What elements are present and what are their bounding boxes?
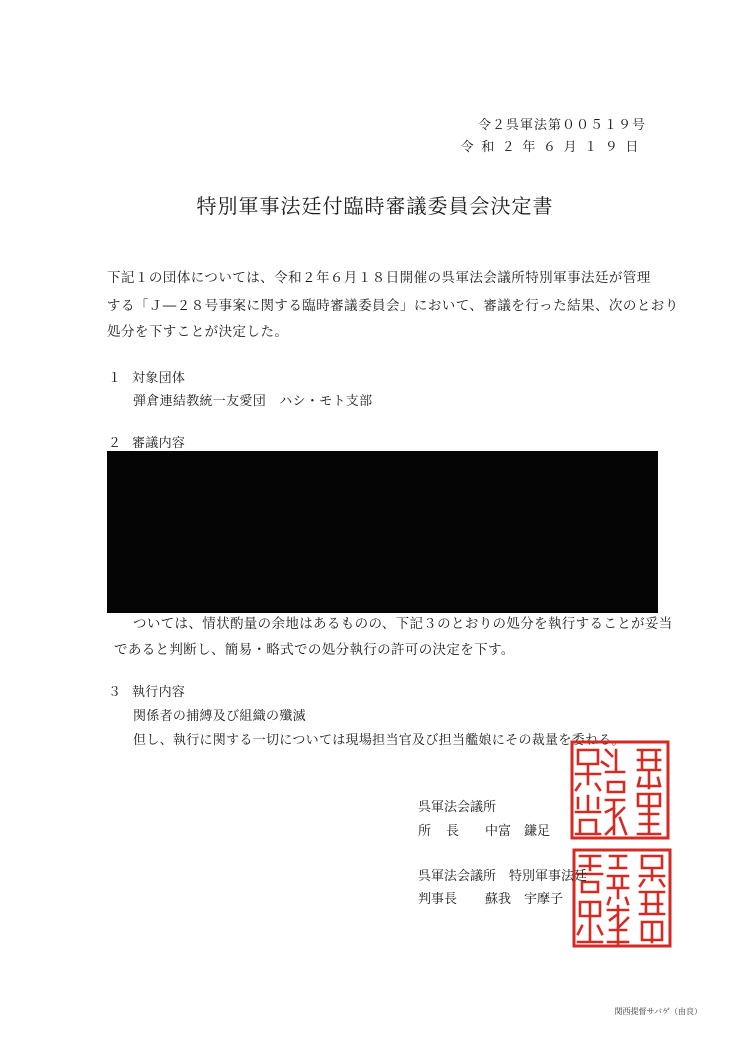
signature-1-org: 呉軍法会議所 [418, 800, 497, 815]
seal-1 [568, 738, 672, 842]
intro-line-1: 下記１の団体については、令和２年６月１８日開催の呉軍法会議所特別軍事法廷が管理 [107, 270, 651, 286]
intro-line-2: する「Ｊ―２８号事案に関する臨時審議委員会」において、審議を行った結果、次のとおり [107, 298, 679, 314]
reference-number: 令２呉軍法第００５１９号 [477, 118, 646, 133]
signature-2-org: 呉軍法会議所 特別軍事法廷 [418, 869, 588, 884]
section-3-heading: 執行内容 [132, 685, 186, 700]
signature-1-name: 中富 鎌足 [485, 824, 551, 839]
document-date: 令和２年６月１９日 [460, 140, 646, 155]
deliberation-line-1: ついては、情状酌量の余地はあるものの、下記３のとおりの処分を執行することが妥当 [133, 616, 673, 632]
section-1-number: １ [108, 371, 122, 386]
section-2-number: ２ [108, 436, 122, 451]
footnote-credit: 関西提督サバゲ（由良） [614, 1007, 702, 1016]
section-3-body-2: 但し、執行に関する一切については現場担当官及び担当艦娘にその裁量を委ねる。 [133, 733, 625, 748]
signature-2-title: 判事長 [418, 892, 458, 907]
document-title: 特別軍事法廷付臨時審議委員会決定書 [196, 194, 554, 218]
section-1-body: 弾倉連結教統一友愛団 ハシ・モト支部 [133, 394, 373, 409]
deliberation-line-2: であると判断し、簡易・略式での処分執行の許可の決定を下す。 [114, 642, 515, 658]
signature-2-name: 蘇我 宇摩子 [485, 892, 564, 907]
section-3-body-1: 関係者の捕縛及び組織の殲滅 [133, 709, 306, 724]
seal-2 [570, 846, 674, 950]
intro-line-3: 処分を下すことが決定した。 [107, 324, 289, 340]
section-3-number: ３ [108, 685, 122, 700]
signature-1-title: 所 長 [418, 824, 461, 839]
section-1-heading: 対象団体 [132, 371, 186, 386]
redaction-block [107, 451, 658, 613]
section-2-heading: 審議内容 [132, 436, 186, 451]
